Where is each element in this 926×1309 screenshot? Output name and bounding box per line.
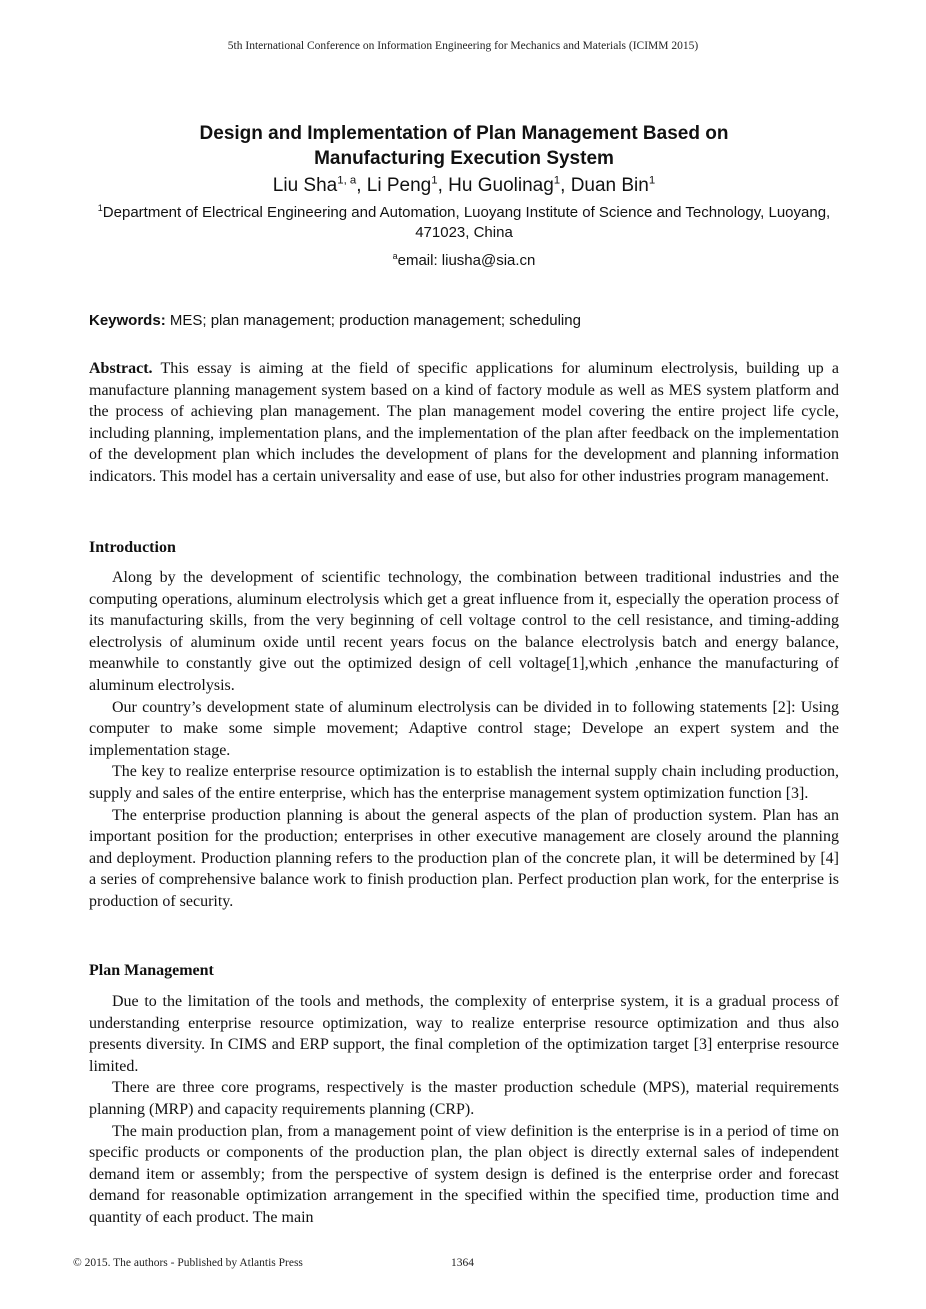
section-heading-introduction: Introduction <box>89 539 176 556</box>
affiliation-sup: 1 <box>97 203 103 214</box>
affiliation <box>90 203 838 243</box>
page-footer <box>73 1257 474 1269</box>
keywords <box>89 311 839 331</box>
plan-management-body <box>89 991 839 1229</box>
paragraph: The enterprise production planning is about the general aspects of the plan of production system. Plan has an important position for the production; enterprises in other executive management are closely around the planning and deployment. Production planning refers to the production plan of the concrete plan, it will be determined by [4] a series of comprehensive balance work to finish production plan. Perfect production plan work, for the enterprise is production of security. <box>89 806 839 910</box>
affiliation-text: Department of Electrical Engineering and Automation, Luoyang Institute of Science and Technology, Luoyang, 471023, China <box>102 204 831 241</box>
paper-title <box>90 121 838 171</box>
abstract <box>89 358 839 488</box>
paragraph: The key to realize enterprise resource optimization is to establish the internal supply chain including production, supply and sales of the entire enterprise, which has the enterprise management system optimization function [3]. <box>89 763 839 802</box>
author-sep: , <box>560 175 571 196</box>
author-sup: 1 <box>553 174 561 187</box>
author-sup: 1 <box>431 174 438 187</box>
author-email <box>90 251 838 271</box>
introduction-body <box>89 567 839 913</box>
paragraph: Along by the development of scientific technology, the combination between traditional industries and the computing operations, aluminum electrolysis which get a great influence from it, especially the operation process of its manufacturing skills, from the very beginning of cell voltage control to the cell resistance, and timing-adding electrolysis of aluminum oxide until recent years focus on the balance electrolysis batch and energy balance, meanwhile to constantly give out the optimized design of cell voltage[1],which ,enhance the manufacturing of aluminum electrolysis. <box>89 569 839 694</box>
author-sup: 1 <box>648 174 656 187</box>
abstract-text: This essay is aiming at the field of specific applications for aluminum electrolysis, building up a manufacture planning management system based on a kind of factory module as well as MES system platform and the process of achieving plan management. The plan management model covering the entire project life cycle, including planning, implementation plans, and the implementation of the plan after feedback on the implementation of the development plan which includes the development of plans for the development and planning information indicators. This model has a certain universality and ease of use, but also for other industries program management. <box>89 360 839 485</box>
paragraph: Due to the limitation of the tools and methods, the complexity of enterprise system, it is a gradual process of understanding enterprise resource optimization, way to realize enterprise resource optimization and thus also presents diversity. In CIMS and ERP support, the final completion of the optimization target [3] enterprise resource limited. <box>89 993 839 1075</box>
section-heading-plan-management: Plan Management <box>89 962 214 979</box>
keywords-text: MES; plan management; production management; scheduling <box>165 312 581 329</box>
email-text: email: liusha@sia.cn <box>397 252 536 269</box>
page-number: 1364 <box>451 1257 474 1269</box>
title-line-1: Design and Implementation of Plan Management Based on <box>199 123 729 144</box>
copyright-notice: © 2015. The authors - Published by Atlantis Press <box>73 1257 303 1269</box>
author-name: Hu Guolinag <box>448 175 554 196</box>
paragraph: There are three core programs, respectively is the master production schedule (MPS), material requirements planning (MRP) and capacity requirements planning (CRP). <box>89 1079 839 1118</box>
title-line-2: Manufacturing Execution System <box>314 148 614 169</box>
author-name: Duan Bin <box>570 175 649 196</box>
conference-header: 5th International Conference on Information Engineering for Mechanics and Materials (ICIMM 2015) <box>227 40 699 52</box>
author-name: Liu Sha <box>272 175 338 196</box>
title-block <box>90 121 838 271</box>
abstract-label: Abstract. <box>89 360 153 377</box>
author-name: Li Peng <box>366 175 432 196</box>
author-sep: , <box>356 175 367 196</box>
author-sup: 1, a <box>337 174 357 187</box>
email-sup: a <box>392 251 398 262</box>
paragraph: The main production plan, from a management point of view definition is the enterprise is in a period of time on specific products or components of the production plan, the plan object is directly external sales of independent demand item or assembly; from the perspective of system design is defined is the enterprise order and forecast demand for reasonable optimization arrangement in the specified within the specified time, production time and quantity of each product. The main <box>89 1122 839 1226</box>
author-list <box>90 173 838 199</box>
keywords-label: Keywords: <box>89 312 166 329</box>
author-sep: , <box>437 175 449 196</box>
paragraph: Our country’s development state of aluminum electrolysis can be divided in to following statements [2]: Using computer to make some simple movement; Adaptive control stage; Develope an expert system and the implementation stage. <box>89 698 839 759</box>
